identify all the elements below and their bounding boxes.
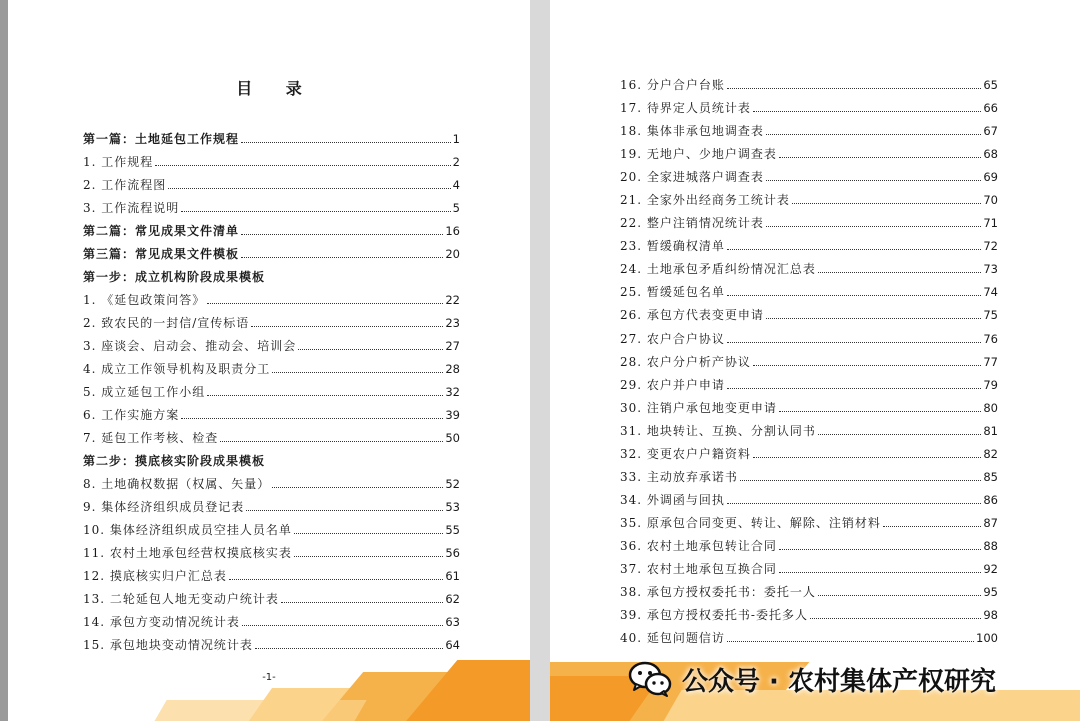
toc-entry-page: 80 bbox=[983, 400, 998, 415]
toc-entry[interactable] bbox=[83, 128, 460, 151]
toc-entry-page: 22 bbox=[445, 293, 460, 307]
toc-entry-page: 76 bbox=[983, 331, 998, 346]
toc-entry-label: 7. 延包工作考核、检查 bbox=[83, 431, 219, 445]
toc-entry-label: 34. 外调函与回执 bbox=[620, 492, 725, 507]
toc-entry-label: 第二篇：常见成果文件清单 bbox=[83, 224, 240, 238]
toc-entry-page: 86 bbox=[983, 492, 998, 507]
dot-leader bbox=[779, 411, 981, 412]
toc-entry-label: 14. 承包方变动情况统计表 bbox=[83, 615, 240, 629]
toc-entry[interactable] bbox=[83, 611, 460, 634]
toc-entry-page: 66 bbox=[983, 101, 998, 116]
toc-entry-label: 25. 暂缓延包名单 bbox=[620, 285, 725, 300]
toc-list-right bbox=[620, 74, 998, 650]
dot-leader bbox=[779, 572, 981, 573]
dot-leader bbox=[298, 349, 443, 350]
toc-entry-page: 77 bbox=[983, 354, 998, 369]
toc-entry[interactable] bbox=[83, 519, 460, 542]
toc-entry-label: 27. 农户合户协议 bbox=[620, 331, 725, 346]
toc-entry[interactable] bbox=[620, 397, 998, 420]
dot-leader bbox=[727, 342, 981, 343]
toc-entry-label: 19. 无地户、少地户调查表 bbox=[620, 147, 777, 162]
toc-entry-label: 24. 土地承包矛盾纠纷情况汇总表 bbox=[620, 262, 816, 277]
page-number: -1- bbox=[262, 672, 276, 683]
toc-entry[interactable] bbox=[620, 374, 998, 397]
dot-leader bbox=[294, 533, 443, 534]
toc-entry-label: 13. 二轮延包人地无变动户统计表 bbox=[83, 592, 279, 606]
dot-leader bbox=[242, 625, 443, 626]
toc-entry-label: 8. 土地确权数据（权属、矢量） bbox=[83, 477, 271, 491]
toc-title: 目 录 bbox=[236, 79, 316, 98]
toc-entry-label: 16. 分户合户台账 bbox=[620, 78, 725, 92]
dot-leader bbox=[727, 503, 981, 504]
toc-entry-page: 74 bbox=[983, 285, 998, 300]
toc-entry[interactable] bbox=[83, 473, 460, 496]
toc-entry[interactable] bbox=[83, 151, 460, 174]
toc-entry-label: 28. 农户分户析产协议 bbox=[620, 354, 751, 369]
toc-entry[interactable] bbox=[620, 535, 998, 558]
toc-entry-page: 69 bbox=[983, 170, 998, 185]
toc-entry-label: 第一篇：土地延包工作规程 bbox=[83, 132, 240, 146]
toc-entry-page: 2 bbox=[452, 155, 460, 169]
toc-entry-page: 62 bbox=[445, 592, 460, 606]
toc-entry-page: 70 bbox=[983, 193, 998, 208]
toc-entry[interactable] bbox=[83, 289, 460, 312]
dot-leader bbox=[727, 249, 981, 250]
dot-leader bbox=[753, 457, 981, 458]
dot-leader bbox=[294, 556, 443, 557]
toc-entry-page: 1 bbox=[452, 132, 460, 146]
dot-leader bbox=[766, 134, 981, 135]
dot-leader bbox=[155, 165, 450, 166]
dot-leader bbox=[241, 142, 451, 143]
toc-entry-label: 2. 工作流程图 bbox=[83, 178, 167, 192]
toc-entry-page: 79 bbox=[983, 377, 998, 392]
toc-entry-page: 65 bbox=[983, 78, 998, 92]
dot-leader bbox=[740, 480, 981, 481]
toc-entry-label: 26. 承包方代表变更申请 bbox=[620, 308, 764, 323]
toc-entry[interactable] bbox=[83, 496, 460, 519]
document-page-left bbox=[8, 0, 530, 721]
dot-leader bbox=[272, 372, 443, 373]
toc-entry-label: 1. 工作规程 bbox=[83, 155, 154, 169]
toc-entry-label: 2. 致农民的一封信/宣传标语 bbox=[83, 316, 250, 330]
page-gutter bbox=[530, 0, 550, 721]
toc-entry-label: 22. 整户注销情况统计表 bbox=[620, 216, 764, 231]
toc-entry[interactable] bbox=[620, 258, 998, 281]
watermark-text: 公众号 · 农村集体产权研究 bbox=[682, 666, 996, 697]
dot-leader bbox=[181, 211, 450, 212]
dot-leader bbox=[281, 602, 443, 603]
toc-entry[interactable] bbox=[620, 328, 998, 351]
toc-entry[interactable] bbox=[83, 312, 460, 335]
toc-entry-label: 18. 集体非承包地调查表 bbox=[620, 124, 764, 139]
toc-entry[interactable] bbox=[620, 143, 998, 166]
wechat-icon bbox=[628, 659, 672, 699]
toc-entry[interactable] bbox=[83, 358, 460, 381]
toc-entry[interactable] bbox=[620, 97, 998, 120]
toc-entry[interactable] bbox=[83, 427, 460, 450]
toc-entry-label: 第二步：摸底核实阶段成果模板 bbox=[83, 454, 266, 468]
dot-leader bbox=[766, 226, 981, 227]
toc-entry-label: 30. 注销户承包地变更申请 bbox=[620, 400, 777, 415]
dot-leader bbox=[727, 295, 981, 296]
toc-entry[interactable] bbox=[620, 420, 998, 443]
toc-entry-label: 3. 座谈会、启动会、推动会、培训会 bbox=[83, 339, 297, 353]
toc-entry-label: 9. 集体经济组织成员登记表 bbox=[83, 500, 245, 514]
dot-leader bbox=[241, 234, 443, 235]
toc-entry[interactable] bbox=[620, 74, 998, 97]
toc-entry-page: 16 bbox=[445, 224, 460, 238]
toc-entry-label: 1. 《延包政策问答》 bbox=[83, 293, 206, 307]
toc-entry-page: 98 bbox=[983, 608, 998, 623]
dot-leader bbox=[766, 318, 981, 319]
toc-entry-page: 52 bbox=[445, 477, 460, 491]
toc-entry-page: 72 bbox=[983, 239, 998, 254]
toc-entry[interactable] bbox=[620, 189, 998, 212]
toc-entry[interactable] bbox=[83, 404, 460, 427]
toc-entry-page: 67 bbox=[983, 124, 998, 139]
toc-entry-label: 38. 承包方授权委托书：委托一人 bbox=[620, 585, 816, 600]
toc-entry[interactable] bbox=[620, 166, 998, 189]
footer-decoration bbox=[149, 700, 366, 721]
dot-leader bbox=[207, 395, 443, 396]
toc-entry-label: 10. 集体经济组织成员空挂人员名单 bbox=[83, 523, 292, 537]
toc-entry[interactable] bbox=[620, 466, 998, 489]
toc-entry-page: 88 bbox=[983, 538, 998, 553]
toc-entry-page: 5 bbox=[452, 201, 460, 215]
toc-entry-label: 11. 农村土地承包经营权摸底核实表 bbox=[83, 546, 292, 560]
dot-leader bbox=[818, 595, 981, 596]
toc-entry-label: 3. 工作流程说明 bbox=[83, 201, 180, 215]
toc-entry[interactable] bbox=[83, 197, 460, 220]
dot-leader bbox=[220, 441, 443, 442]
toc-entry-label: 40. 延包问题信访 bbox=[620, 631, 725, 646]
dot-leader bbox=[241, 257, 443, 258]
toc-entry-page: 63 bbox=[445, 615, 460, 629]
toc-entry[interactable] bbox=[620, 558, 998, 581]
toc-entry-label: 4. 成立工作领导机构及职责分工 bbox=[83, 362, 271, 376]
toc-entry-page: 87 bbox=[983, 515, 998, 530]
toc-entry-page: 28 bbox=[445, 362, 460, 376]
toc-entry-label: 17. 待界定人员统计表 bbox=[620, 101, 751, 116]
toc-entry[interactable] bbox=[620, 489, 998, 512]
toc-entry-label: 12. 摸底核实归户汇总表 bbox=[83, 569, 227, 583]
toc-entry[interactable] bbox=[620, 281, 998, 304]
toc-entry-page: 56 bbox=[445, 546, 460, 560]
toc-entry-label: 6. 工作实施方案 bbox=[83, 408, 180, 422]
toc-entry-label: 31. 地块转让、互换、分割认同书 bbox=[620, 423, 816, 438]
dot-leader bbox=[272, 487, 443, 488]
toc-entry[interactable] bbox=[620, 351, 998, 374]
toc-entry-label: 29. 农户并户申请 bbox=[620, 377, 725, 392]
toc-entry-label: 32. 变更农户户籍资料 bbox=[620, 446, 751, 461]
dot-leader bbox=[792, 203, 981, 204]
toc-entry[interactable] bbox=[620, 627, 998, 650]
watermark bbox=[628, 656, 996, 702]
toc-list-left bbox=[83, 128, 460, 657]
toc-entry[interactable] bbox=[620, 212, 998, 235]
toc-entry-page: 4 bbox=[452, 178, 460, 192]
toc-entry-page: 27 bbox=[445, 339, 460, 353]
toc-entry-page: 61 bbox=[445, 569, 460, 583]
dot-leader bbox=[779, 157, 981, 158]
toc-entry-page: 64 bbox=[445, 638, 460, 652]
toc-entry[interactable] bbox=[83, 335, 460, 358]
dot-leader bbox=[766, 180, 981, 181]
toc-entry-page: 50 bbox=[445, 431, 460, 445]
dot-leader bbox=[883, 526, 981, 527]
toc-entry[interactable] bbox=[620, 304, 998, 327]
toc-entry-page: 73 bbox=[983, 262, 998, 277]
toc-entry-label: 5. 成立延包工作小组 bbox=[83, 385, 206, 399]
toc-entry[interactable] bbox=[620, 581, 998, 604]
dot-leader bbox=[251, 326, 443, 327]
toc-entry-label: 15. 承包地块变动情况统计表 bbox=[83, 638, 253, 652]
toc-entry-label: 20. 全家进城落户调查表 bbox=[620, 170, 764, 185]
toc-entry-page: 82 bbox=[983, 446, 998, 461]
toc-entry-label: 第三篇：常见成果文件模板 bbox=[83, 247, 240, 261]
toc-entry-label: 23. 暂缓确权清单 bbox=[620, 239, 725, 254]
toc-entry-page: 71 bbox=[983, 216, 998, 231]
toc-entry-page: 55 bbox=[445, 523, 460, 537]
toc-entry-page: 53 bbox=[445, 500, 460, 514]
toc-entry-label: 39. 承包方授权委托书-委托多人 bbox=[620, 608, 808, 623]
dot-leader bbox=[255, 648, 443, 649]
dot-leader bbox=[229, 579, 443, 580]
dot-leader bbox=[727, 641, 974, 642]
toc-entry-page: 92 bbox=[983, 561, 998, 576]
toc-entry[interactable] bbox=[83, 565, 460, 588]
dot-leader bbox=[207, 303, 443, 304]
toc-entry[interactable] bbox=[620, 235, 998, 258]
toc-entry[interactable] bbox=[83, 381, 460, 404]
dot-leader bbox=[727, 88, 981, 89]
toc-entry-page: 68 bbox=[983, 147, 998, 162]
toc-entry[interactable] bbox=[83, 542, 460, 565]
toc-entry[interactable] bbox=[83, 220, 460, 243]
toc-entry-label: 36. 农村土地承包转让合同 bbox=[620, 538, 777, 553]
toc-entry[interactable] bbox=[83, 450, 460, 473]
document-page-right bbox=[550, 0, 1080, 721]
dot-leader bbox=[246, 510, 443, 511]
toc-entry[interactable] bbox=[83, 634, 460, 657]
toc-entry[interactable] bbox=[83, 588, 460, 611]
toc-entry[interactable] bbox=[83, 174, 460, 197]
toc-entry-page: 20 bbox=[445, 247, 460, 261]
dot-leader bbox=[753, 365, 981, 366]
toc-entry-page: 100 bbox=[976, 631, 998, 646]
dot-leader bbox=[818, 434, 981, 435]
dot-leader bbox=[779, 549, 981, 550]
toc-entry-page: 32 bbox=[445, 385, 460, 399]
toc-entry-label: 21. 全家外出经商务工统计表 bbox=[620, 193, 790, 208]
toc-entry-page: 23 bbox=[445, 316, 460, 330]
toc-entry-page: 95 bbox=[983, 585, 998, 600]
toc-entry-label: 33. 主动放弃承诺书 bbox=[620, 469, 738, 484]
toc-entry[interactable] bbox=[620, 604, 998, 627]
toc-entry[interactable] bbox=[620, 120, 998, 143]
toc-entry[interactable] bbox=[83, 266, 460, 289]
toc-entry-page: 81 bbox=[983, 423, 998, 438]
dot-leader bbox=[727, 388, 981, 389]
toc-entry-page: 75 bbox=[983, 308, 998, 323]
toc-entry-page: 85 bbox=[983, 469, 998, 484]
dot-leader bbox=[810, 618, 981, 619]
toc-entry-page: 39 bbox=[445, 408, 460, 422]
toc-entry-label: 35. 原承包合同变更、转让、解除、注销材料 bbox=[620, 515, 881, 530]
toc-entry-label: 第一步：成立机构阶段成果模板 bbox=[83, 270, 266, 284]
dot-leader bbox=[181, 418, 443, 419]
dot-leader bbox=[818, 272, 981, 273]
toc-entry[interactable] bbox=[620, 512, 998, 535]
toc-entry[interactable] bbox=[83, 243, 460, 266]
toc-entry-label: 37. 农村土地承包互换合同 bbox=[620, 561, 777, 576]
dot-leader bbox=[168, 188, 450, 189]
dot-leader bbox=[753, 111, 981, 112]
toc-entry[interactable] bbox=[620, 443, 998, 466]
